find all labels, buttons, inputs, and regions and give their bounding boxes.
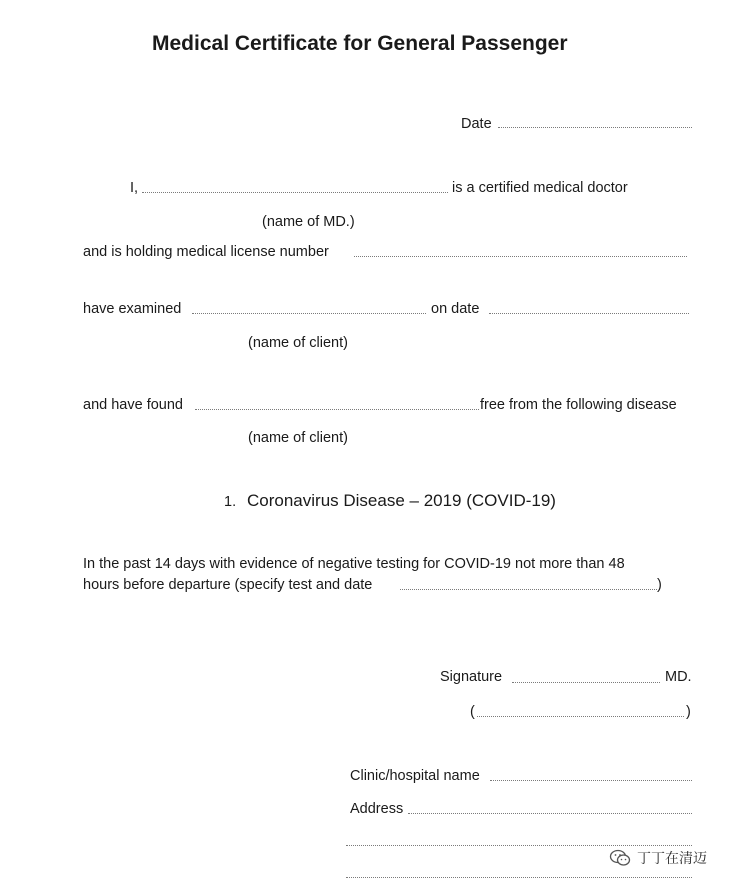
evidence-close-paren: ) [657, 577, 662, 593]
line1-suffix: is a certified medical doctor [452, 180, 628, 196]
date-fill-line [498, 127, 692, 128]
examined-label: have examined [83, 301, 182, 317]
document-title: Medical Certificate for General Passenger [152, 32, 568, 55]
name-md-caption: (name of MD.) [262, 214, 355, 230]
wechat-icon [609, 849, 631, 867]
client-name-fill-line [192, 313, 426, 314]
address-label: Address [350, 801, 404, 817]
exam-date-fill-line [489, 313, 689, 314]
line1-prefix: I, [130, 180, 139, 196]
found-client-fill-line [195, 409, 479, 410]
disease-name: Coronavirus Disease – 2019 (COVID-19) [247, 491, 556, 510]
date-label: Date [461, 116, 492, 132]
clinic-label: Clinic/hospital name [350, 768, 480, 784]
signature-open-paren: ( [470, 704, 475, 720]
found-suffix: free from the following disease [480, 397, 677, 413]
evidence-line-1: In the past 14 days with evidence of negative testing for COVID-19 not more than 48 [83, 556, 625, 572]
address-fill-line-2 [346, 845, 692, 846]
clinic-fill-line [490, 780, 692, 781]
test-date-fill-line [400, 589, 657, 590]
md-name-fill-line [142, 192, 448, 193]
signature-label: Signature [440, 669, 503, 685]
watermark-text: 丁丁在清迈 [637, 850, 707, 866]
signature-fill-line [512, 682, 660, 683]
signature-close-paren: ) [686, 704, 691, 720]
name-client-caption-2: (name of client) [248, 430, 348, 446]
watermark [609, 848, 707, 868]
on-date-label: on date [431, 301, 480, 317]
disease-number: 1. [224, 494, 237, 510]
signature-md-suffix: MD. [665, 669, 692, 685]
license-fill-line [354, 256, 687, 257]
name-client-caption-1: (name of client) [248, 335, 348, 351]
found-label: and have found [83, 397, 183, 413]
printed-name-fill-line [477, 716, 684, 717]
license-label: and is holding medical license number [83, 244, 329, 260]
address-fill-line-3 [346, 877, 692, 878]
address-fill-line-1 [408, 813, 692, 814]
evidence-line-2: hours before departure (specify test and date [83, 577, 373, 593]
